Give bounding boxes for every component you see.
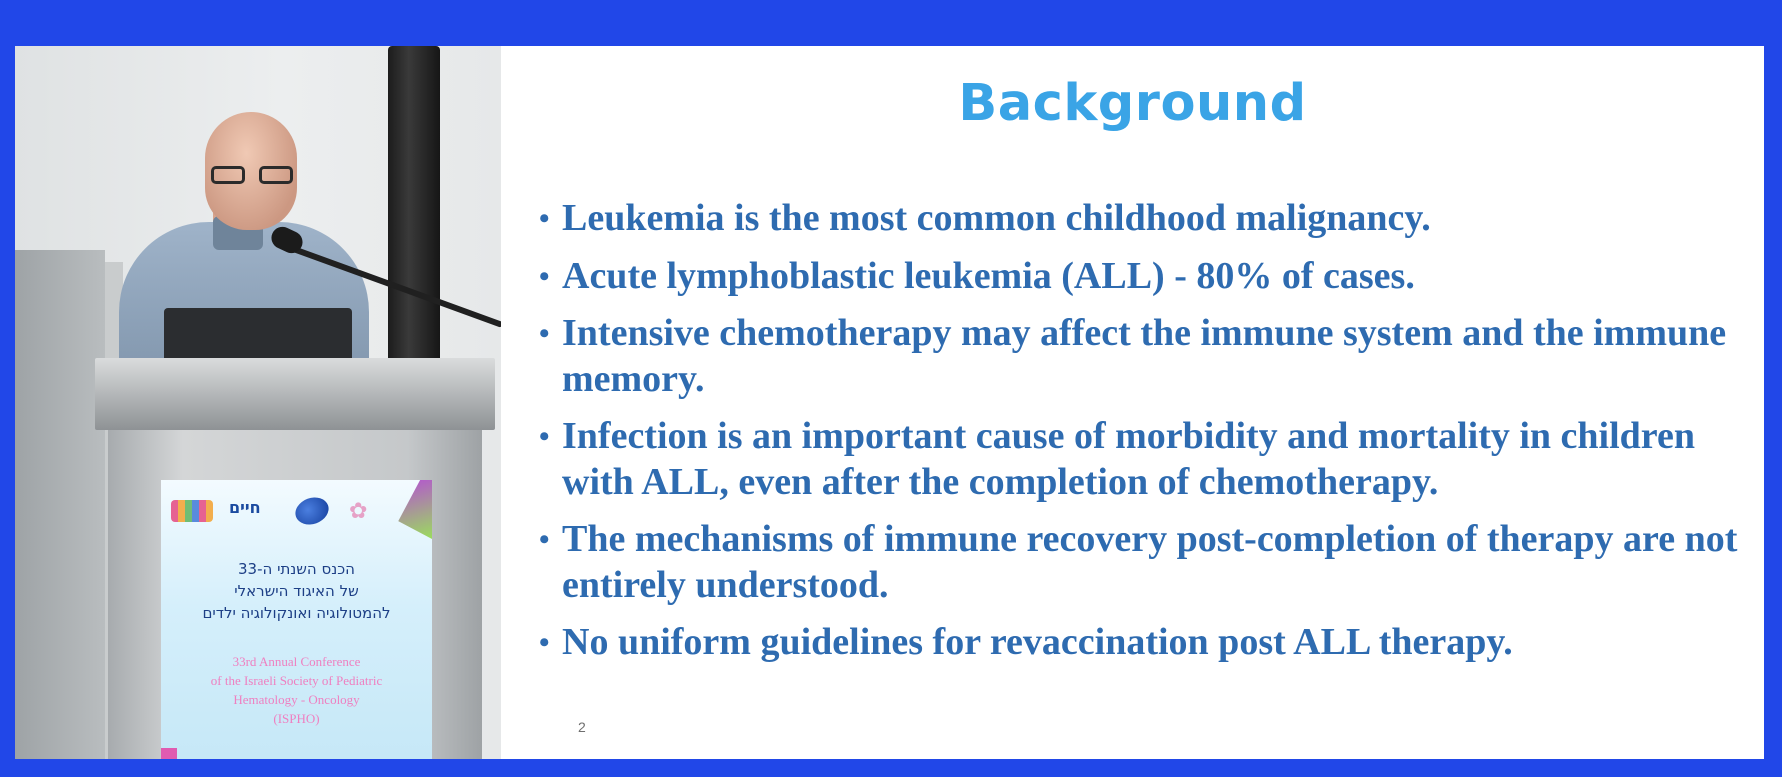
slide-title: Background — [958, 74, 1307, 133]
bullet-text: Acute lymphoblastic leukemia (ALL) - 80% of cases. — [562, 254, 1415, 297]
banner-english-line-4: (ISPHO) — [273, 711, 320, 726]
bullet-item — [539, 414, 1739, 505]
bullet-list — [539, 196, 1739, 678]
banner-hebrew-line-2: של האיגוד הישראלי — [234, 582, 359, 600]
wall-panel — [15, 250, 105, 759]
bullet-item — [539, 196, 1739, 242]
banner-english-line-1: 33rd Annual Conference — [232, 654, 361, 669]
bullet-item — [539, 254, 1739, 300]
speaker-glasses — [211, 166, 293, 186]
bullet-dot-icon: • — [539, 626, 550, 659]
banner-english-line-3: Hematology - Oncology — [233, 692, 360, 707]
banner-hebrew-line-3: להמטולוגיה ואונקולוגיה ילדים — [202, 604, 391, 622]
banner-english-line-2: of the Israeli Society of Pediatric — [210, 673, 383, 688]
bullet-dot-icon: • — [539, 523, 550, 556]
bullet-dot-icon: • — [539, 202, 550, 235]
bullet-dot-icon: • — [539, 317, 550, 350]
flower-logo-icon: ✿ — [349, 498, 368, 523]
bullet-text: Infection is an important cause of morbidity and mortality in children with ALL, even after the completion of chemotherapy. — [562, 415, 1695, 503]
bullet-text: No uniform guidelines for revaccination post ALL therapy. — [562, 621, 1513, 663]
background-pole — [388, 46, 440, 366]
bullet-text: The mechanisms of immune recovery post-completion of therapy are not entirely understood. — [562, 518, 1738, 606]
bullet-item — [539, 517, 1739, 608]
banner-decoration — [398, 480, 432, 540]
banner-corner-decoration — [161, 748, 177, 759]
presentation-frame — [15, 46, 1764, 759]
bullet-item — [539, 311, 1739, 402]
conference-banner — [161, 480, 432, 759]
bullet-dot-icon: • — [539, 420, 550, 453]
banner-logos — [171, 496, 371, 530]
bullet-dot-icon: • — [539, 259, 550, 293]
banner-hebrew-line-1: הכנס השנתי ה-33 — [238, 560, 355, 578]
bullet-item — [539, 620, 1739, 666]
bullet-text: Leukemia is the most common childhood malignancy. — [562, 197, 1431, 239]
chaim-logo: חיים — [229, 498, 261, 517]
slide — [501, 46, 1764, 759]
society-logo-icon — [292, 493, 333, 529]
podium-top — [95, 358, 495, 430]
slide-page-number: 2 — [578, 719, 586, 735]
laptop — [164, 308, 352, 364]
bullet-text: Intensive chemotherapy may affect the immune system and the immune memory. — [562, 312, 1727, 400]
colorful-logo-icon — [171, 500, 213, 522]
speaker-video — [15, 46, 501, 759]
